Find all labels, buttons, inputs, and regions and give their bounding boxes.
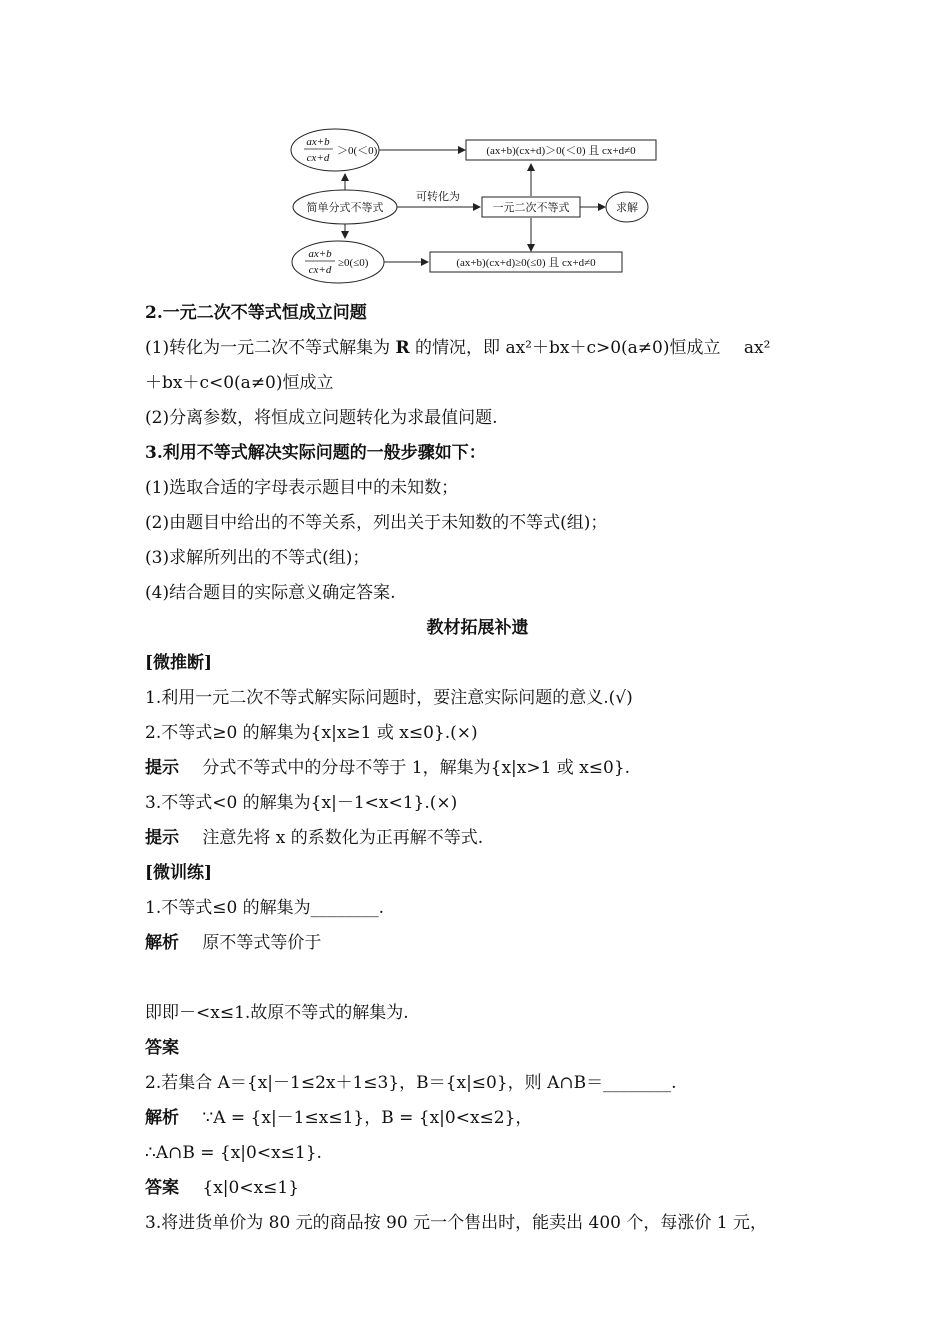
flow-diagram-svg [290,124,670,286]
question-line: 2.不等式≥0 的解集为{x|x≥1 或 x≤0}.(×) [145,723,478,743]
center-ellipse-text: 简单分式不等式 [306,202,384,214]
bottom-right-text: (ax+b)(cx+d)≥0(≤0) 且 cx+d≠0 [456,257,596,269]
document-body [145,296,810,1241]
hint-line: 提示 分式不等式中的分母不等于 1，解集为{x|x>1 或 x≤0}. [145,758,631,778]
flow-diagram [290,124,670,286]
section-heading-3: 3.利用不等式解决实际问题的一般步骤如下： [145,443,486,463]
paragraph-line: (1)转化为一元二次不等式解集为 R 的情况，即 ax²＋bx＋c>0(a≠0)恒成立 ax² [145,338,771,358]
arrow-label: 可转化为 [416,191,460,203]
hint-line: 提示 注意先将 x 的系数化为正再解不等式. [145,828,484,848]
step-item: (3)求解所列出的不等式(组)； [145,548,370,568]
question-line: 1.不等式≤0 的解集为________. [145,898,385,918]
answer-label: 答案 [145,1038,179,1058]
question-line: 3.不等式<0 的解集为{x|－1<x<1}.(×) [145,793,458,813]
question-line: 3.将进货单价为 80 元的商品按 90 元一个售出时，能卖出 400 个，每涨价 1 元， [145,1213,767,1233]
top-left-rel: ＞0(＜0) [337,145,378,157]
bottom-left-num: ax+b [308,248,332,260]
step-item: (4)结合题目的实际意义确定答案. [145,583,396,603]
step-item: (1)选取合适的字母表示题目中的未知数； [145,478,459,498]
middle-box-text: 一元二次不等式 [492,202,570,214]
top-left-den: cx+d [306,152,330,164]
top-left-num: ax+b [306,136,330,148]
section-title: 教材拓展补遗 [426,618,529,638]
analysis-line: 解析 ∵A = {x|－1≤x≤1}，B = {x|0<x≤2}， [145,1108,533,1128]
bottom-left-rel: ≥0(≤0) [338,257,369,269]
subsection-label: [微推断] [145,653,213,673]
question-line: 2.若集合 A＝{x|－1≤2x＋1≤3}，B＝{x|≤0}，则 A∩B＝________. [145,1073,677,1093]
question-line: 1.利用一元二次不等式解实际问题时，要注意实际问题的意义.(√) [145,688,633,708]
analysis-line: 解析 原不等式等价于 [145,933,322,953]
section-heading-2: 2.一元二次不等式恒成立问题 [145,303,367,323]
step-item: (2)由题目中给出的不等关系，列出关于未知数的不等式(组)； [145,513,608,533]
subsection-label: [微训练] [145,863,213,883]
paragraph-line: (2)分离参数，将恒成立问题转化为求最值问题. [145,408,498,428]
analysis-line: ∴A∩B = {x|0<x≤1}. [145,1143,322,1163]
bottom-left-den: cx+d [308,264,332,276]
answer-line: 答案 {x|0<x≤1} [145,1178,300,1198]
analysis-line: 即即－<x≤1.故原不等式的解集为. [145,1003,409,1023]
top-right-text: (ax+b)(cx+d)＞0(＜0) 且 cx+d≠0 [486,145,636,157]
paragraph-line: ＋bx＋c<0(a≠0)恒成立 [145,373,334,393]
solve-text: 求解 [616,202,638,214]
